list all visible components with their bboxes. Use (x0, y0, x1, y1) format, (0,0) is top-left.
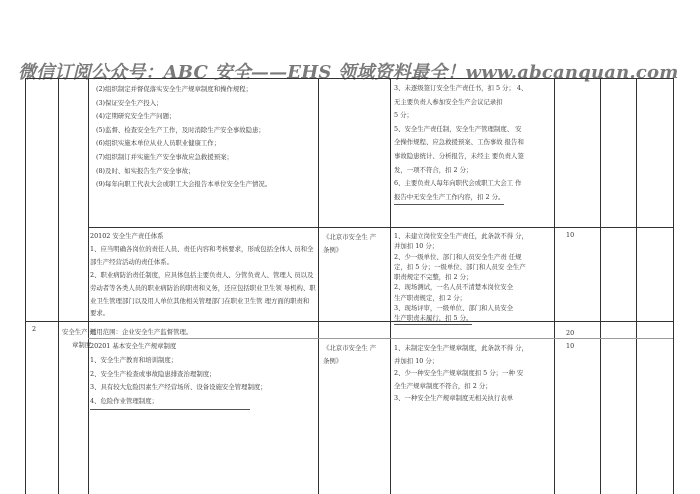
list-item: (3)保证安全生产投入； (96, 98, 163, 107)
list-item: 5 分； (394, 111, 413, 120)
list-item: 业卫生管理部门以及用人单位其他相关管理部门在职业卫生管 理方面的职责和 (90, 296, 310, 305)
list-item: 报告中无安全生产工作内容，扣 2 分。 (394, 191, 504, 206)
list-item: 并加扣 10 分； (394, 356, 439, 365)
list-item: 2、职业病防治责任制度，应具体包括主要负责人、分管负责人、管理人 员以及 (90, 270, 314, 279)
category-text: 安全生产 规 (62, 328, 96, 336)
basis-text: 《北京市安全生 产 (323, 233, 377, 241)
list-item: (9)每年向职工代表大会或职工大会报告本单位安全生产情况。 (96, 180, 272, 189)
basis-text: 《北京市安全生 产 (323, 344, 377, 352)
grid-line (58, 78, 59, 494)
list-item: 劳动者等各类人员的职业病防治的职责和义务，还应包括职业卫生领 导机构、职 (90, 283, 316, 292)
list-item: 3、未逐级签订安全生产责任书，扣 5 分； 4、 (394, 84, 528, 92)
list-item: 6、主要负责人每年向职代会或职工大会工 作 (394, 179, 522, 188)
grid-line (25, 321, 673, 322)
list-item: 2、少一种安全生产规章制度扣 5 分；一种 安 (394, 369, 524, 378)
list-item: 3、具有较大危险因素生产经营场所、设备设施安全管理制度； (90, 383, 267, 392)
list-item: 全生产规章制度不符合，扣 2 分； (394, 381, 492, 390)
grid-line (554, 78, 555, 494)
row-a-items (96, 83, 271, 192)
row-c-score: 20 (566, 329, 575, 337)
row-b-score: 10 (566, 231, 575, 239)
list-item: 3、现场评审，一级单位、部门和人员安全 (394, 304, 514, 313)
standards-table (18, 78, 686, 494)
list-item: (8)及时、如实报告生产安全事故； (96, 166, 195, 175)
list-item: 职责规定不完整，扣 2 分； (394, 273, 473, 282)
list-item: 1、未建立岗位安全生产责任，此条款不得 分， (394, 232, 528, 240)
list-item: 4、危险作业管理制度； (90, 395, 250, 410)
list-item: 全操作规程、应急救援预案、工伤事故 报告和 (394, 138, 524, 147)
list-item: 2、少一级单位、部门和人员安全生产责 任规 (394, 252, 522, 261)
grid-line (390, 78, 391, 494)
list-item: 2、安全生产检查或事故隐患排查治理制度； (90, 369, 216, 378)
basis-text: 条例》 (323, 245, 343, 254)
list-item: 1、应当明确各岗位的责任人员、责任内容和考核要求，形成包括全体人 员和全 (90, 244, 314, 253)
row-b-content (90, 230, 316, 320)
grid-line (636, 78, 637, 494)
grid-line (318, 78, 319, 494)
list-item: (4)定期研究安全生产问题； (96, 112, 176, 121)
section-heading: 20201 基本安全生产规章制度 (90, 342, 177, 350)
list-item: 要求。 (90, 309, 110, 318)
row-d-content (90, 340, 267, 410)
grid-line (600, 78, 601, 494)
list-item: 无主要负责人参加安全生产会议记录扣 (394, 97, 503, 106)
basis-text: 条例》 (323, 356, 343, 365)
list-item: 事故隐患统计、分析报告，未经主 要负责人签 (394, 151, 524, 160)
row-c-scope: 适用范围：企业安全生产监督管理。 (90, 328, 193, 336)
list-item: 部生产经营活动的责任体系。 (90, 257, 174, 266)
list-item: 5、安全生产责任制，安全生产管理制度、 安 (394, 124, 522, 133)
grid-line (88, 78, 89, 494)
list-item: (5)监督、检查安全生产工作，及时消除生产安全事故隐患； (96, 125, 265, 134)
section-heading: 20102 安全生产责任体系 (90, 232, 164, 240)
row-a-deductions (394, 82, 527, 205)
list-item: 2、现场测试，一名人员不清楚本岗位安全 (394, 283, 514, 292)
list-item: 生产职责未履行，扣 5 分。 (394, 313, 472, 324)
list-item: (7)组织制订并实施生产安全事故应急救援预案； (96, 152, 233, 161)
list-item: 3、一种安全生产规章制度无相关执行表单 (394, 394, 514, 403)
row-c-number: 2 (32, 325, 37, 333)
grid-line (88, 227, 673, 228)
list-item: 定，扣 5 分；一级单位、部门和人员安 全生产 (394, 262, 526, 271)
row-b-deductions (394, 231, 528, 325)
row-d-deductions (394, 342, 528, 405)
list-item: 1、未制定安全生产规章制度，此条款不得 分， (394, 344, 528, 352)
watermark-banner: 微信订阅公众号：ABC 安全——EHS 领域资料最全！www.abcanquan.com (18, 62, 679, 83)
grid-line (88, 338, 673, 339)
list-item: (2)组织制定并督促落实安全生产规章制度和操作规程； (96, 85, 253, 93)
grid-line (25, 78, 673, 79)
list-item: 发，一项不符合，扣 2 分； (394, 165, 473, 174)
list-item: 并加扣 10 分； (394, 242, 439, 251)
row-b-basis (323, 231, 376, 257)
list-item: 1、安全生产教育和培训制度； (90, 355, 178, 364)
row-d-basis (323, 342, 376, 368)
list-item: (6)组织实施本单位从业人员职业健康工作； (96, 139, 221, 148)
row-d-score: 10 (566, 342, 575, 350)
grid-line (673, 78, 674, 494)
grid-line (25, 78, 26, 494)
list-item: 生产职责规定，扣 2 分； (394, 293, 467, 302)
category-text: 章制度 (72, 340, 92, 349)
